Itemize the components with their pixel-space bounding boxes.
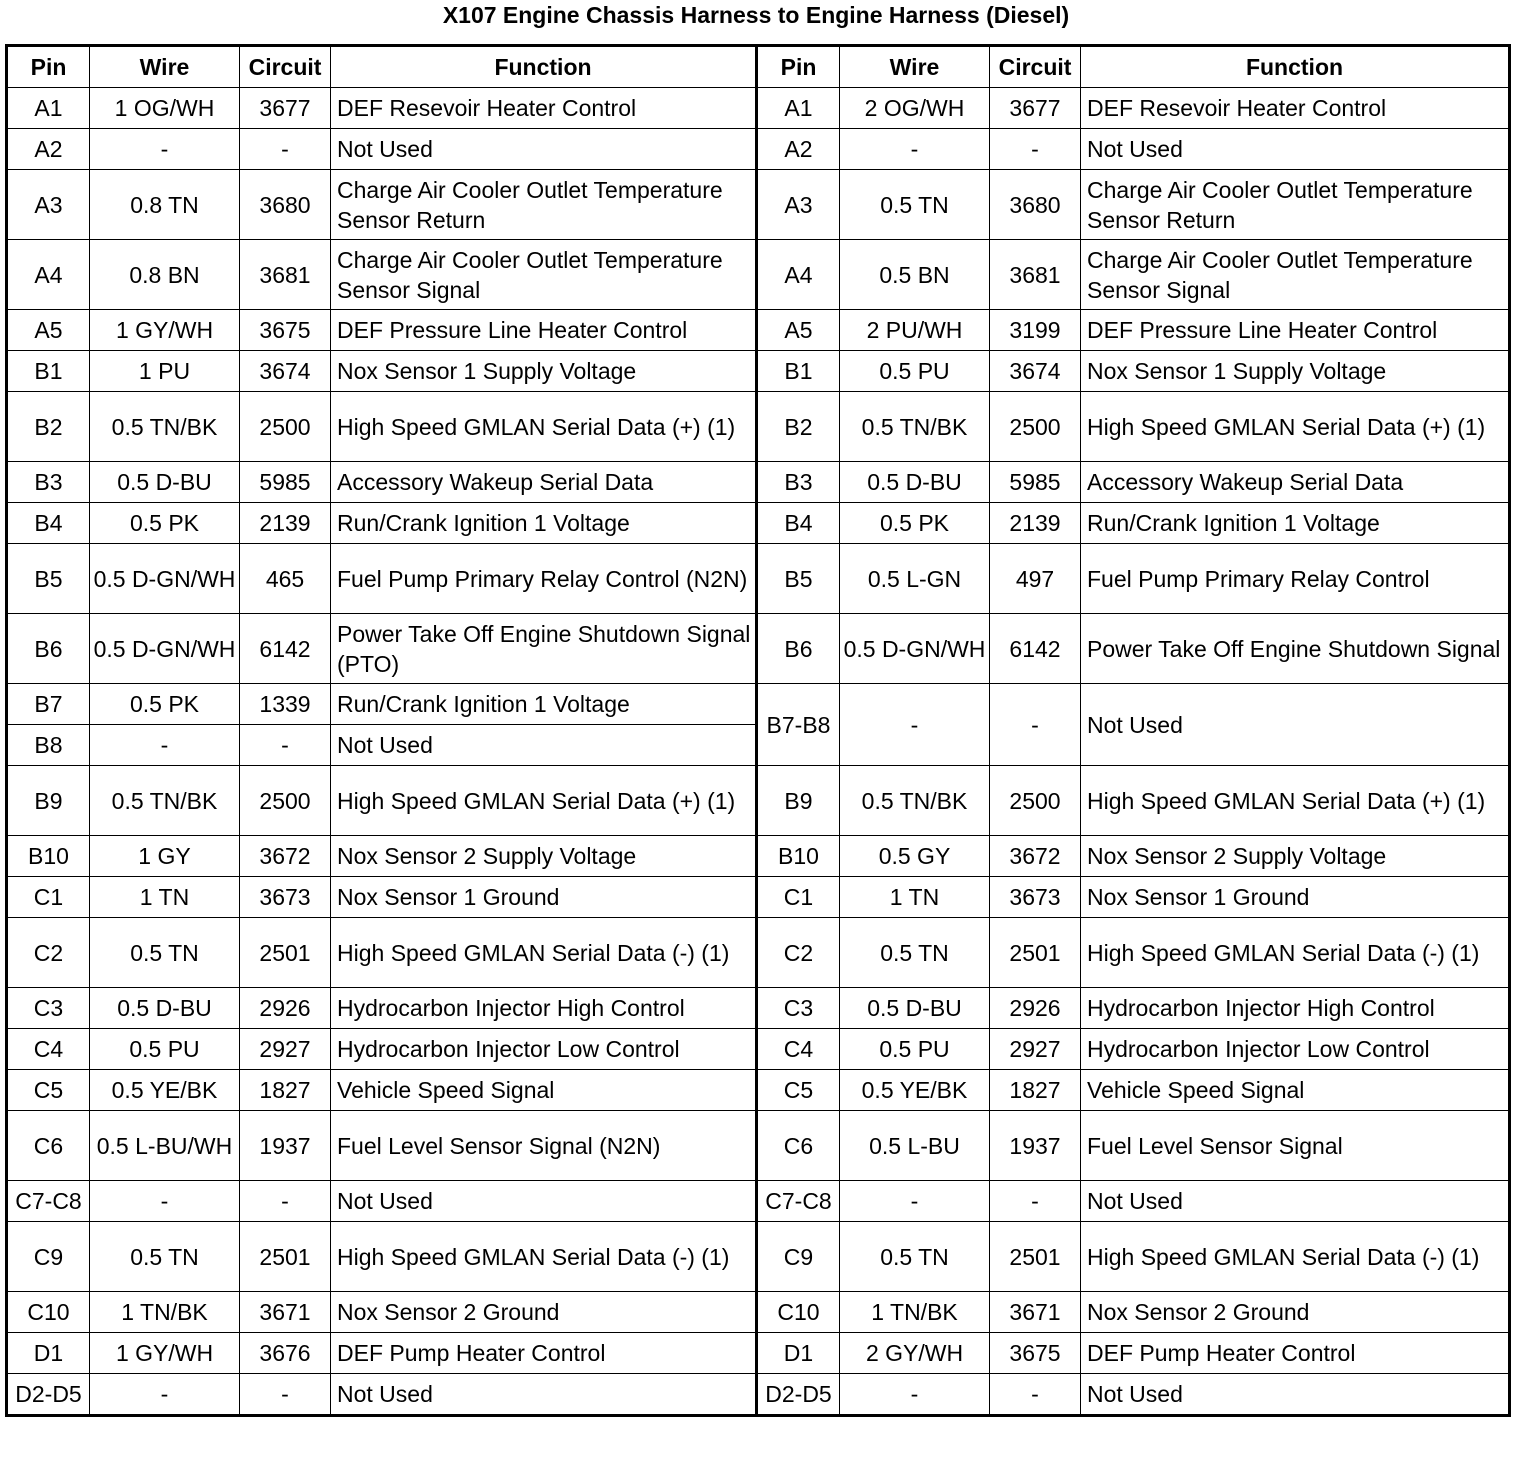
right-function-cell: High Speed GMLAN Serial Data (+) (1) <box>1081 766 1510 836</box>
left-circuit-cell: 3680 <box>240 170 331 240</box>
left-pin-cell: A2 <box>7 129 90 170</box>
right-function-cell: Not Used <box>1081 684 1510 766</box>
header-circuit: Circuit <box>990 46 1081 88</box>
right-circuit-cell: 3680 <box>990 170 1081 240</box>
right-circuit-cell: 3672 <box>990 836 1081 877</box>
right-function-cell: DEF Pressure Line Heater Control <box>1081 310 1510 351</box>
table-row <box>7 1374 1510 1416</box>
left-wire-cell: 0.5 D-GN/WH <box>90 544 240 614</box>
right-pin-cell: C6 <box>757 1111 840 1181</box>
left-pin-cell: C2 <box>7 918 90 988</box>
left-circuit-cell: 3673 <box>240 877 331 918</box>
left-function-cell: Not Used <box>331 129 757 170</box>
right-circuit-cell: - <box>990 1181 1081 1222</box>
left-function-cell: Power Take Off Engine Shutdown Signal (PTO) <box>331 614 757 684</box>
right-circuit-cell: 3671 <box>990 1292 1081 1333</box>
left-circuit-cell: 3677 <box>240 88 331 129</box>
left-wire-cell: 1 TN/BK <box>90 1292 240 1333</box>
left-function-cell: Vehicle Speed Signal <box>331 1070 757 1111</box>
right-circuit-cell: 2500 <box>990 392 1081 462</box>
table-row <box>7 129 1510 170</box>
right-circuit-cell: 3681 <box>990 240 1081 310</box>
right-wire-cell: 1 TN <box>840 877 990 918</box>
right-circuit-cell: 2927 <box>990 1029 1081 1070</box>
table-row <box>7 1292 1510 1333</box>
right-pin-cell: C4 <box>757 1029 840 1070</box>
left-wire-cell: - <box>90 129 240 170</box>
left-pin-cell: A5 <box>7 310 90 351</box>
header-circuit: Circuit <box>240 46 331 88</box>
left-function-cell: High Speed GMLAN Serial Data (+) (1) <box>331 766 757 836</box>
left-function-cell: Charge Air Cooler Outlet Temperature Sensor Return <box>331 170 757 240</box>
left-pin-cell: D1 <box>7 1333 90 1374</box>
left-pin-cell: C3 <box>7 988 90 1029</box>
left-function-cell: Not Used <box>331 1374 757 1416</box>
right-circuit-cell: - <box>990 1374 1081 1416</box>
header-function: Function <box>1081 46 1510 88</box>
right-wire-cell: - <box>840 129 990 170</box>
table-row <box>7 1029 1510 1070</box>
left-function-cell: Accessory Wakeup Serial Data <box>331 462 757 503</box>
left-circuit-cell: - <box>240 129 331 170</box>
right-pin-cell: B7-B8 <box>757 684 840 766</box>
left-wire-cell: 1 GY <box>90 836 240 877</box>
left-circuit-cell: 2501 <box>240 1222 331 1292</box>
left-pin-cell: B1 <box>7 351 90 392</box>
left-circuit-cell: 2501 <box>240 918 331 988</box>
right-wire-cell: 0.5 PK <box>840 503 990 544</box>
left-wire-cell: 0.5 PK <box>90 503 240 544</box>
right-wire-cell: 0.5 D-BU <box>840 462 990 503</box>
table-row <box>7 170 1510 240</box>
left-circuit-cell: 2500 <box>240 766 331 836</box>
right-function-cell: Hydrocarbon Injector Low Control <box>1081 1029 1510 1070</box>
left-circuit-cell: - <box>240 1374 331 1416</box>
right-circuit-cell: 2139 <box>990 503 1081 544</box>
right-circuit-cell: 1827 <box>990 1070 1081 1111</box>
left-wire-cell: 0.5 PU <box>90 1029 240 1070</box>
left-wire-cell: - <box>90 1181 240 1222</box>
right-pin-cell: B4 <box>757 503 840 544</box>
header-pin: Pin <box>7 46 90 88</box>
left-circuit-cell: 2927 <box>240 1029 331 1070</box>
left-function-cell: Run/Crank Ignition 1 Voltage <box>331 684 757 725</box>
table-row <box>7 766 1510 836</box>
left-circuit-cell: 1339 <box>240 684 331 725</box>
right-pin-cell: B10 <box>757 836 840 877</box>
right-circuit-cell: 6142 <box>990 614 1081 684</box>
left-wire-cell: - <box>90 1374 240 1416</box>
left-wire-cell: 0.5 D-BU <box>90 988 240 1029</box>
left-wire-cell: 0.5 TN <box>90 918 240 988</box>
right-circuit-cell: - <box>990 684 1081 766</box>
table-row <box>7 1111 1510 1181</box>
right-wire-cell: 0.5 TN <box>840 918 990 988</box>
right-circuit-cell: - <box>990 129 1081 170</box>
right-wire-cell: 0.5 PU <box>840 351 990 392</box>
right-wire-cell: - <box>840 1374 990 1416</box>
table-row <box>7 310 1510 351</box>
table-row <box>7 918 1510 988</box>
left-pin-cell: B8 <box>7 725 90 766</box>
right-function-cell: Charge Air Cooler Outlet Temperature Sensor Return <box>1081 170 1510 240</box>
left-function-cell: Run/Crank Ignition 1 Voltage <box>331 503 757 544</box>
table-row <box>7 836 1510 877</box>
pinout-rows <box>7 88 1510 1416</box>
table-row <box>7 988 1510 1029</box>
right-circuit-cell: 5985 <box>990 462 1081 503</box>
right-pin-cell: A4 <box>757 240 840 310</box>
left-function-cell: Nox Sensor 2 Ground <box>331 1292 757 1333</box>
right-function-cell: Nox Sensor 2 Supply Voltage <box>1081 836 1510 877</box>
right-circuit-cell: 3674 <box>990 351 1081 392</box>
header-wire: Wire <box>840 46 990 88</box>
pinout-table <box>5 44 1511 1417</box>
right-function-cell: Not Used <box>1081 1374 1510 1416</box>
left-function-cell: Nox Sensor 1 Ground <box>331 877 757 918</box>
right-function-cell: Vehicle Speed Signal <box>1081 1070 1510 1111</box>
right-pin-cell: C2 <box>757 918 840 988</box>
right-pin-cell: B6 <box>757 614 840 684</box>
left-pin-cell: C9 <box>7 1222 90 1292</box>
right-pin-cell: A3 <box>757 170 840 240</box>
left-circuit-cell: 3676 <box>240 1333 331 1374</box>
left-pin-cell: C7-C8 <box>7 1181 90 1222</box>
right-circuit-cell: 3675 <box>990 1333 1081 1374</box>
right-function-cell: Hydrocarbon Injector High Control <box>1081 988 1510 1029</box>
right-function-cell: DEF Resevoir Heater Control <box>1081 88 1510 129</box>
left-wire-cell: 1 OG/WH <box>90 88 240 129</box>
left-function-cell: Not Used <box>331 1181 757 1222</box>
right-function-cell: Fuel Pump Primary Relay Control <box>1081 544 1510 614</box>
right-wire-cell: 0.5 TN <box>840 1222 990 1292</box>
right-wire-cell: 0.5 TN <box>840 170 990 240</box>
right-circuit-cell: 497 <box>990 544 1081 614</box>
header-function: Function <box>331 46 757 88</box>
right-wire-cell: 0.5 GY <box>840 836 990 877</box>
left-circuit-cell: 2139 <box>240 503 331 544</box>
left-circuit-cell: 1827 <box>240 1070 331 1111</box>
left-circuit-cell: 3681 <box>240 240 331 310</box>
table-row <box>7 240 1510 310</box>
left-function-cell: DEF Resevoir Heater Control <box>331 88 757 129</box>
right-pin-cell: A5 <box>757 310 840 351</box>
left-pin-cell: B7 <box>7 684 90 725</box>
table-row <box>7 614 1510 684</box>
right-function-cell: Not Used <box>1081 129 1510 170</box>
right-function-cell: Nox Sensor 1 Ground <box>1081 877 1510 918</box>
left-function-cell: Not Used <box>331 725 757 766</box>
left-circuit-cell: 1937 <box>240 1111 331 1181</box>
left-wire-cell: 1 PU <box>90 351 240 392</box>
right-pin-cell: C9 <box>757 1222 840 1292</box>
left-wire-cell: 0.5 TN/BK <box>90 392 240 462</box>
left-function-cell: High Speed GMLAN Serial Data (-) (1) <box>331 918 757 988</box>
right-function-cell: Power Take Off Engine Shutdown Signal <box>1081 614 1510 684</box>
left-circuit-cell: 3674 <box>240 351 331 392</box>
left-wire-cell: 0.5 TN <box>90 1222 240 1292</box>
right-circuit-cell: 2926 <box>990 988 1081 1029</box>
left-wire-cell: 0.8 BN <box>90 240 240 310</box>
right-circuit-cell: 2501 <box>990 1222 1081 1292</box>
right-wire-cell: 0.5 BN <box>840 240 990 310</box>
right-function-cell: DEF Pump Heater Control <box>1081 1333 1510 1374</box>
left-pin-cell: C1 <box>7 877 90 918</box>
table-row <box>7 1333 1510 1374</box>
left-function-cell: High Speed GMLAN Serial Data (+) (1) <box>331 392 757 462</box>
left-pin-cell: A1 <box>7 88 90 129</box>
right-pin-cell: C5 <box>757 1070 840 1111</box>
left-pin-cell: B10 <box>7 836 90 877</box>
left-pin-cell: B4 <box>7 503 90 544</box>
left-function-cell: DEF Pressure Line Heater Control <box>331 310 757 351</box>
left-function-cell: Charge Air Cooler Outlet Temperature Sensor Signal <box>331 240 757 310</box>
left-function-cell: Nox Sensor 2 Supply Voltage <box>331 836 757 877</box>
right-pin-cell: C10 <box>757 1292 840 1333</box>
right-circuit-cell: 2501 <box>990 918 1081 988</box>
left-circuit-cell: 465 <box>240 544 331 614</box>
table-row <box>7 877 1510 918</box>
left-wire-cell: 1 GY/WH <box>90 1333 240 1374</box>
right-wire-cell: 2 OG/WH <box>840 88 990 129</box>
left-pin-cell: D2-D5 <box>7 1374 90 1416</box>
left-circuit-cell: 6142 <box>240 614 331 684</box>
left-wire-cell: 1 TN <box>90 877 240 918</box>
right-pin-cell: C7-C8 <box>757 1181 840 1222</box>
table-row <box>7 684 1510 725</box>
table-row <box>7 88 1510 129</box>
right-pin-cell: B1 <box>757 351 840 392</box>
right-circuit-cell: 3199 <box>990 310 1081 351</box>
header-row <box>7 46 1510 88</box>
right-wire-cell: 0.5 YE/BK <box>840 1070 990 1111</box>
left-pin-cell: C5 <box>7 1070 90 1111</box>
right-circuit-cell: 2500 <box>990 766 1081 836</box>
right-pin-cell: D1 <box>757 1333 840 1374</box>
right-wire-cell: 0.5 L-BU <box>840 1111 990 1181</box>
header-wire: Wire <box>90 46 240 88</box>
right-function-cell: High Speed GMLAN Serial Data (-) (1) <box>1081 918 1510 988</box>
table-row <box>7 544 1510 614</box>
right-pin-cell: C1 <box>757 877 840 918</box>
left-wire-cell: 0.5 D-BU <box>90 462 240 503</box>
table-row <box>7 1070 1510 1111</box>
right-function-cell: Charge Air Cooler Outlet Temperature Sensor Signal <box>1081 240 1510 310</box>
left-pin-cell: C10 <box>7 1292 90 1333</box>
table-row <box>7 351 1510 392</box>
page-title: X107 Engine Chassis Harness to Engine Harness (Diesel) <box>442 2 1070 28</box>
left-circuit-cell: 3672 <box>240 836 331 877</box>
left-pin-cell: A4 <box>7 240 90 310</box>
right-function-cell: Nox Sensor 2 Ground <box>1081 1292 1510 1333</box>
right-function-cell: High Speed GMLAN Serial Data (+) (1) <box>1081 392 1510 462</box>
left-wire-cell: 0.5 L-BU/WH <box>90 1111 240 1181</box>
right-pin-cell: C3 <box>757 988 840 1029</box>
left-wire-cell: 0.5 D-GN/WH <box>90 614 240 684</box>
left-circuit-cell: 2500 <box>240 392 331 462</box>
left-function-cell: High Speed GMLAN Serial Data (-) (1) <box>331 1222 757 1292</box>
left-function-cell: Fuel Pump Primary Relay Control (N2N) <box>331 544 757 614</box>
left-circuit-cell: 3671 <box>240 1292 331 1333</box>
right-pin-cell: B3 <box>757 462 840 503</box>
left-function-cell: Nox Sensor 1 Supply Voltage <box>331 351 757 392</box>
left-circuit-cell: 5985 <box>240 462 331 503</box>
left-pin-cell: B9 <box>7 766 90 836</box>
left-wire-cell: 0.5 YE/BK <box>90 1070 240 1111</box>
table-row <box>7 503 1510 544</box>
left-circuit-cell: - <box>240 725 331 766</box>
left-wire-cell: 0.5 PK <box>90 684 240 725</box>
left-pin-cell: C6 <box>7 1111 90 1181</box>
right-pin-cell: B2 <box>757 392 840 462</box>
left-function-cell: Hydrocarbon Injector Low Control <box>331 1029 757 1070</box>
left-circuit-cell: 2926 <box>240 988 331 1029</box>
right-wire-cell: 1 TN/BK <box>840 1292 990 1333</box>
table-row <box>7 462 1510 503</box>
right-wire-cell: 2 GY/WH <box>840 1333 990 1374</box>
left-wire-cell: 0.8 TN <box>90 170 240 240</box>
table-row <box>7 1181 1510 1222</box>
right-circuit-cell: 3673 <box>990 877 1081 918</box>
right-wire-cell: - <box>840 1181 990 1222</box>
left-pin-cell: C4 <box>7 1029 90 1070</box>
right-pin-cell: A2 <box>757 129 840 170</box>
right-circuit-cell: 3677 <box>990 88 1081 129</box>
right-function-cell: Run/Crank Ignition 1 Voltage <box>1081 503 1510 544</box>
right-pin-cell: D2-D5 <box>757 1374 840 1416</box>
left-wire-cell: 1 GY/WH <box>90 310 240 351</box>
table-row <box>7 1222 1510 1292</box>
left-pin-cell: B6 <box>7 614 90 684</box>
left-function-cell: Fuel Level Sensor Signal (N2N) <box>331 1111 757 1181</box>
right-function-cell: High Speed GMLAN Serial Data (-) (1) <box>1081 1222 1510 1292</box>
left-function-cell: DEF Pump Heater Control <box>331 1333 757 1374</box>
right-wire-cell: 2 PU/WH <box>840 310 990 351</box>
right-function-cell: Not Used <box>1081 1181 1510 1222</box>
left-wire-cell: 0.5 TN/BK <box>90 766 240 836</box>
right-wire-cell: - <box>840 684 990 766</box>
left-wire-cell: - <box>90 725 240 766</box>
left-pin-cell: A3 <box>7 170 90 240</box>
left-circuit-cell: - <box>240 1181 331 1222</box>
table-row <box>7 392 1510 462</box>
right-wire-cell: 0.5 D-GN/WH <box>840 614 990 684</box>
right-function-cell: Nox Sensor 1 Supply Voltage <box>1081 351 1510 392</box>
header-pin: Pin <box>757 46 840 88</box>
right-function-cell: Fuel Level Sensor Signal <box>1081 1111 1510 1181</box>
right-pin-cell: B9 <box>757 766 840 836</box>
right-pin-cell: A1 <box>757 88 840 129</box>
right-wire-cell: 0.5 L-GN <box>840 544 990 614</box>
right-circuit-cell: 1937 <box>990 1111 1081 1181</box>
right-pin-cell: B5 <box>757 544 840 614</box>
left-circuit-cell: 3675 <box>240 310 331 351</box>
left-pin-cell: B2 <box>7 392 90 462</box>
right-wire-cell: 0.5 TN/BK <box>840 766 990 836</box>
right-wire-cell: 0.5 PU <box>840 1029 990 1070</box>
right-wire-cell: 0.5 D-BU <box>840 988 990 1029</box>
left-pin-cell: B5 <box>7 544 90 614</box>
right-wire-cell: 0.5 TN/BK <box>840 392 990 462</box>
left-pin-cell: B3 <box>7 462 90 503</box>
left-function-cell: Hydrocarbon Injector High Control <box>331 988 757 1029</box>
right-function-cell: Accessory Wakeup Serial Data <box>1081 462 1510 503</box>
